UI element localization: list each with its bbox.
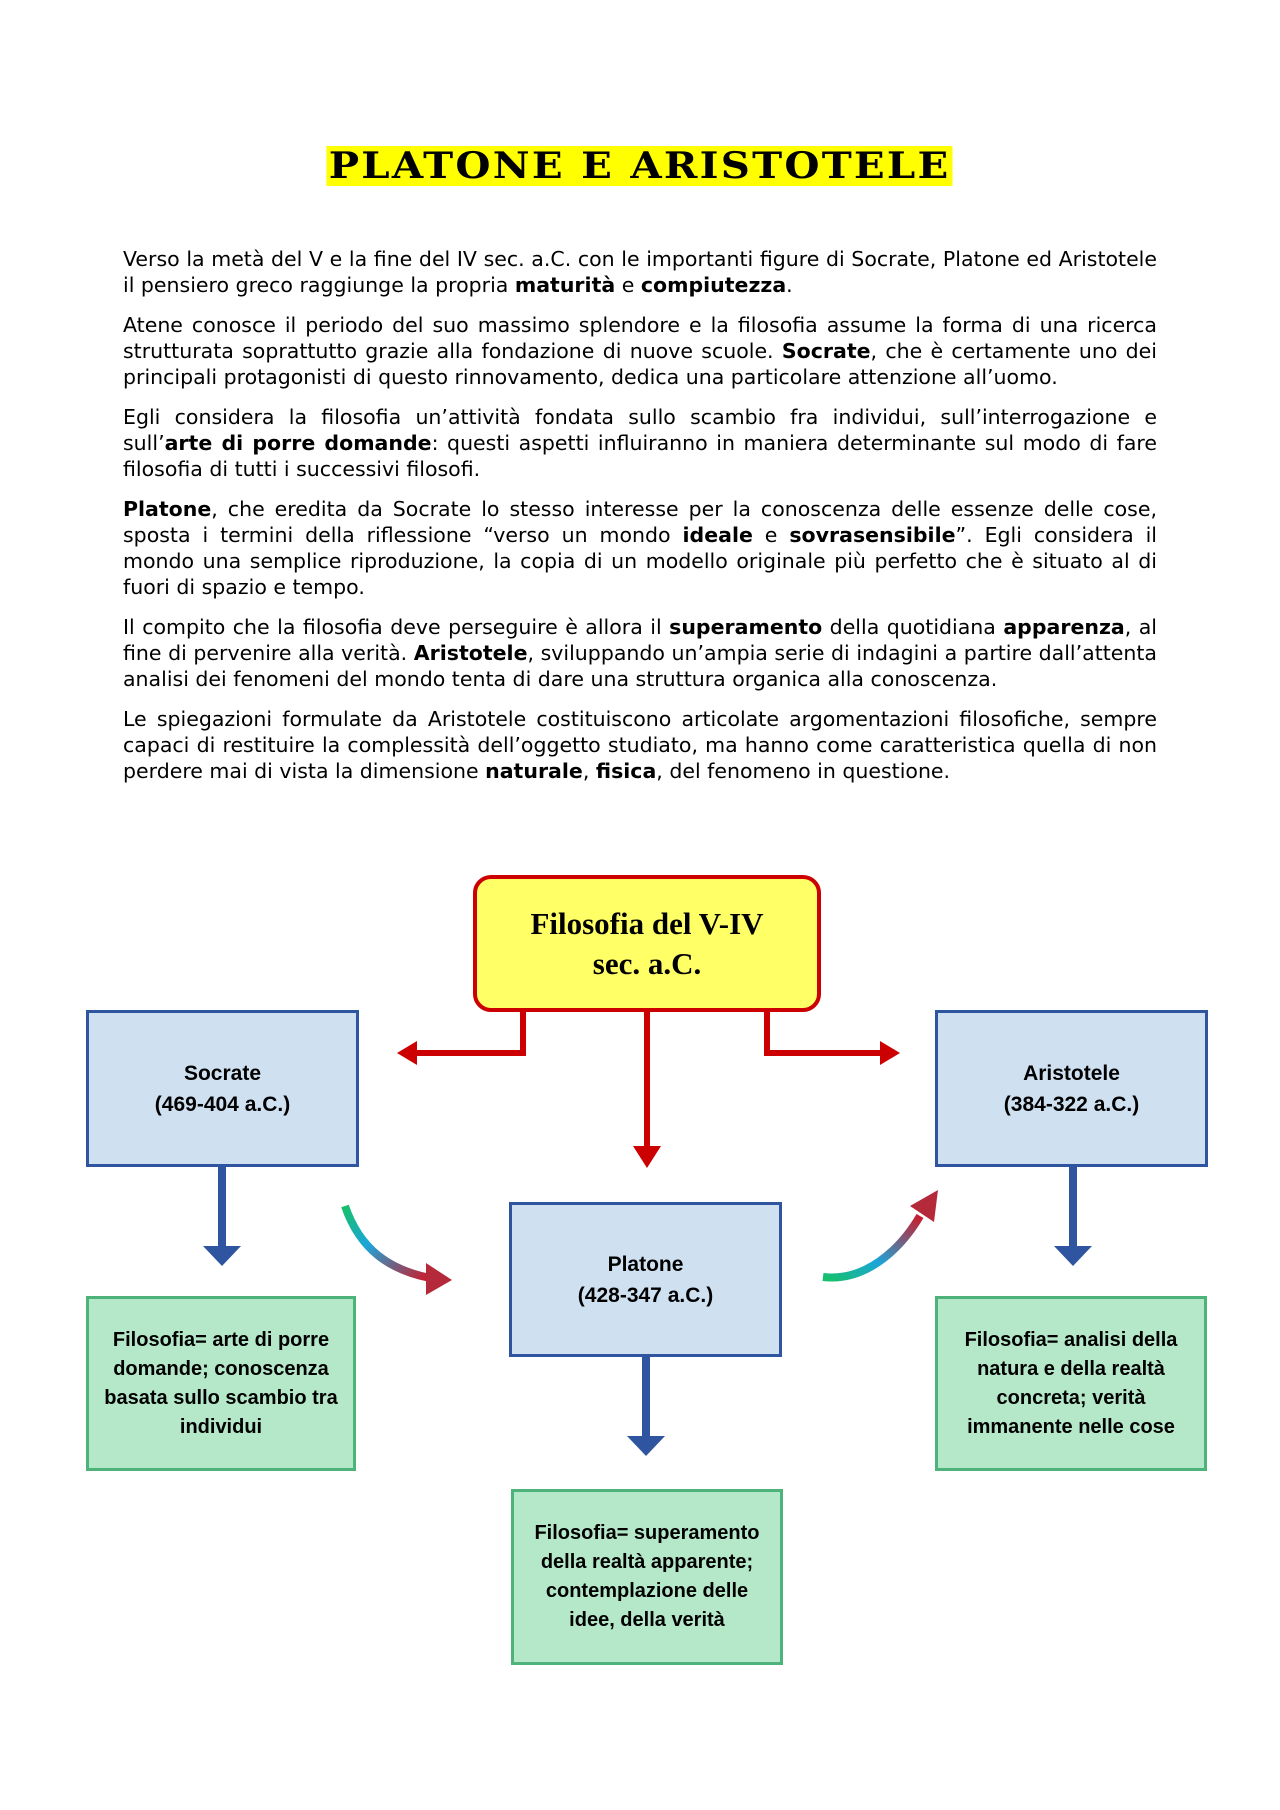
paragraph-1 — [123, 246, 1157, 298]
platone-name: Platone — [607, 1252, 684, 1276]
paragraph-4 — [123, 496, 1157, 600]
text: , del fenomeno in questione. — [656, 759, 951, 783]
platone-description: Filosofia= superamento della realtà apparente; contemplazione delle idee, della verità — [511, 1489, 783, 1665]
text: , sviluppando un’ampia serie di indagini a partire dall’attenta analisi dei fenomeni del mondo tenta di dare una struttura organica alla conoscenza. — [123, 641, 1157, 691]
red-connector-right — [767, 1012, 900, 1065]
curved-arrow-platone-aristotele — [823, 1190, 938, 1278]
root-node — [473, 875, 821, 1012]
red-connector-center — [633, 1012, 661, 1168]
bold-text: Platone — [123, 497, 212, 521]
bold-text: fisica — [595, 759, 657, 783]
blue-arrow-aristotele — [1054, 1167, 1092, 1266]
red-connector-left — [397, 1012, 523, 1065]
platone-dates: (428-347 a.C.) — [577, 1283, 714, 1307]
bold-text: Aristotele — [413, 641, 528, 665]
bold-text: compiutezza — [640, 273, 787, 297]
page-title: PLATONE E ARISTOTELE — [327, 146, 953, 186]
socrate-name: Socrate — [183, 1061, 262, 1085]
text: , — [582, 759, 596, 783]
blue-arrow-platone — [627, 1357, 665, 1456]
paragraph-6 — [123, 706, 1157, 784]
bold-text: arte di porre domande — [164, 431, 432, 455]
text: della quotidiana — [822, 615, 1004, 639]
bold-text: sovrasensibile — [789, 523, 956, 547]
text: Verso la metà del V e la fine del IV sec. a.C. con le importanti figure di Socrate, Platone ed Aristotele il pensiero greco raggiunge la propria — [123, 247, 1157, 297]
text: e — [615, 273, 641, 297]
socrate-dates: (469-404 a.C.) — [154, 1092, 291, 1116]
root-line-1: Filosofia del V-IV — [530, 905, 764, 941]
title-container — [0, 146, 1280, 186]
aristotele-node — [935, 1010, 1208, 1167]
platone-node — [509, 1202, 782, 1357]
text: Atene conosce il periodo del suo massimo splendore e la filosofia assume la forma di una ricerca strutturata soprattutto grazie alla fondazione di nuove scuole. — [123, 313, 1157, 363]
bold-text: apparenza — [1003, 615, 1125, 639]
bold-text: ideale — [682, 523, 753, 547]
paragraph-2 — [123, 312, 1157, 390]
text: Il compito che la filosofia deve perseguire è allora il — [123, 615, 670, 639]
paragraph-5 — [123, 614, 1157, 692]
text: , al fine di pervenire alla verità. — [123, 615, 1157, 665]
blue-arrow-socrate — [203, 1167, 241, 1266]
aristotele-dates: (384-322 a.C.) — [1003, 1092, 1140, 1116]
text: : questi aspetti influiranno in maniera determinante sul modo di fare filosofia di tutti i successivi filosofi. — [123, 431, 1158, 481]
aristotele-description: Filosofia= analisi della natura e della realtà concreta; verità immanente nelle cose — [935, 1296, 1207, 1471]
body-text — [123, 246, 1157, 798]
curved-arrow-socrate-platone — [345, 1206, 452, 1295]
paragraph-3 — [123, 404, 1157, 482]
text: e — [752, 523, 790, 547]
text: Le spiegazioni formulate da Aristotele costituiscono articolate argomentazioni filosofiche, sempre capaci di restituire la complessità dell’oggetto studiato, ma hanno come caratteristica quella di non perdere mai di vista la dimensione — [123, 707, 1157, 783]
text: . — [786, 273, 793, 297]
bold-text: superamento — [669, 615, 823, 639]
bold-text: maturità — [514, 273, 616, 297]
root-line-2: sec. a.C. — [592, 945, 702, 981]
aristotele-name: Aristotele — [1023, 1061, 1120, 1085]
text: Egli considera la filosofia un’attività fondata sullo scambio fra individui, sull’interrogazione e sull’ — [123, 405, 1157, 455]
text: , che eredita da Socrate lo stesso interesse per la conoscenza delle essenze delle cose, sposta i termini della riflessione “verso un mondo — [123, 497, 1157, 547]
socrate-node — [86, 1010, 359, 1167]
socrate-description: Filosofia= arte di porre domande; conoscenza basata sullo scambio tra individui — [86, 1296, 356, 1471]
bold-text: Socrate — [781, 339, 871, 363]
bold-text: naturale — [485, 759, 583, 783]
text: , che è certamente uno dei principali protagonisti di questo rinnovamento, dedica una particolare attenzione all’uomo. — [123, 339, 1157, 389]
text: ”. Egli considera il mondo una semplice riproduzione, la copia di un modello originale più perfetto che è situato al di fuori di spazio e tempo. — [123, 523, 1157, 599]
